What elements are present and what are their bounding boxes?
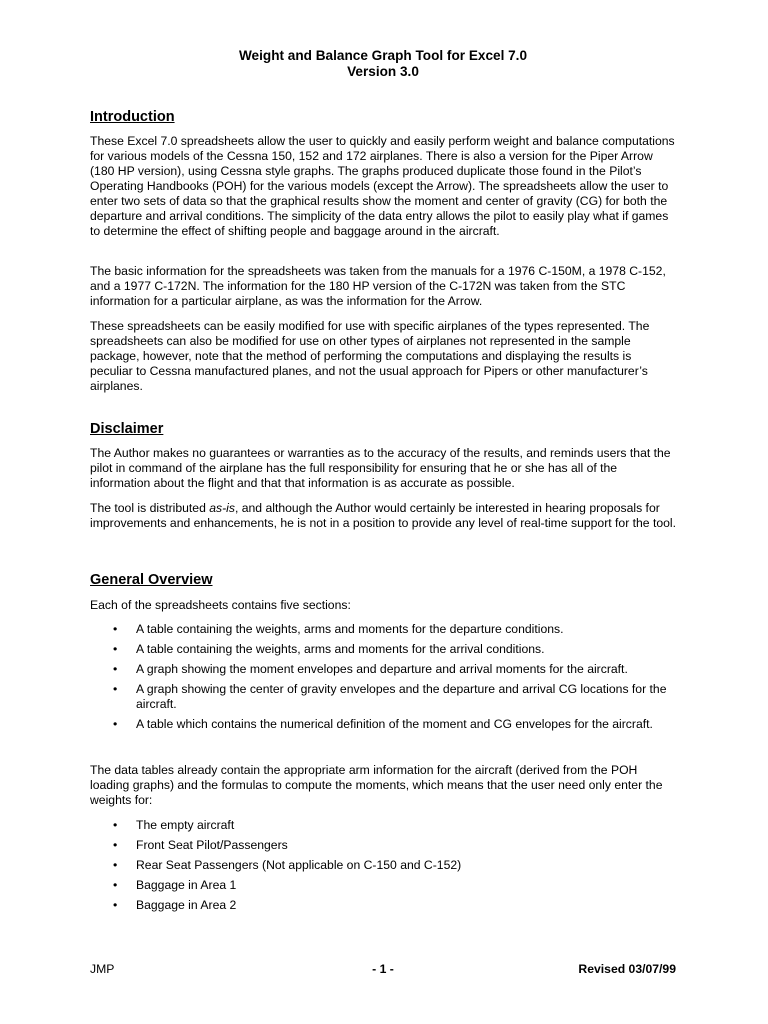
list-item: • A table containing the weights, arms and moments for the departure conditions. (90, 622, 676, 637)
list-item: • A table containing the weights, arms and moments for the arrival conditions. (90, 642, 676, 657)
introduction-heading: Introduction (90, 109, 175, 125)
list-item: • A graph showing the center of gravity envelopes and the departure and arrival CG locations for the aircraft. (90, 682, 676, 712)
intro-paragraph-1: These Excel 7.0 spreadsheets allow the user to quickly and easily perform weight and balance computations for various models of the Cessna 150, 152 and 172 airplanes. There is also a version for the Piper Arrow (180 HP version), using Cessna style graphs. The graphs produced duplicate those found in the Pilot’s Operating Handbooks (POH) for the various models (except the Arrow). The spreadsheets allow the user to enter two sets of data so that the graphical results show the moment and center of gravity (CG) for both the departure and arrival conditions. The simplicity of the data entry allows the pilot to easily play what if games to determine the effect of shifting people and baggage around in the aircraft. (90, 134, 675, 238)
title-line-2: Version 3.0 (347, 64, 419, 79)
title-line-1: Weight and Balance Graph Tool for Excel 7.0 (238, 48, 528, 63)
general-overview-heading: General Overview (90, 572, 213, 588)
revision-date: Revised 03/07/99 (578, 962, 676, 976)
footer-author: JMP (90, 962, 115, 976)
disclaimer-p2-after: , and although the Author would certainly be interested in hearing proposals for improvements and enhancements, he is not in a position to provide any level of real-time support for the tool. (90, 501, 676, 530)
disclaimer-paragraph-1: The Author makes no guarantees or warranties as to the accuracy of the results, and reminds users that the pilot in command of the airplane has the full responsibility for ensuring that he or she has all of the information about the flight and that that information is as accurate as possible. (90, 446, 671, 490)
sections-list (90, 622, 676, 732)
list-item: • Front Seat Pilot/Passengers (90, 838, 676, 853)
list-item: • A table which contains the numerical definition of the moment and CG envelopes for the aircraft. (90, 717, 676, 732)
intro-paragraph-3: These spreadsheets can be easily modified for use with specific airplanes of the types represented. The spreadsheets can also be modified for use on other types of airplanes not represented in the sample package, however, note that the method of performing the computations and displaying the results is peculiar to Cessna manufactured planes, and not the usual approach for Pipers or other manufacturer’s airplanes. (90, 319, 650, 393)
disclaimer-paragraph-2 (90, 501, 676, 531)
page-number: - 1 - (372, 962, 394, 976)
overview-paragraph-2: The data tables already contain the appropriate arm information for the aircraft (derived from the POH loading graphs) and the formulas to compute the moments, which means that the user need only enter the weights for: (90, 763, 663, 807)
overview-lead: Each of the spreadsheets contains five sections: (90, 598, 351, 612)
as-is-emphasis: as-is (209, 501, 235, 515)
document-title (90, 48, 676, 80)
intro-paragraph-2: The basic information for the spreadsheets was taken from the manuals for a 1976 C-150M, a 1978 C-152, and a 1977 C-172N. The information for the 180 HP version of the C-172N was taken from the STC information for a particular airplane, as was the information for the Arrow. (90, 264, 666, 308)
list-item: • Rear Seat Passengers (Not applicable on C-150 and C-152) (90, 858, 676, 873)
list-item: • Baggage in Area 1 (90, 878, 676, 893)
disclaimer-heading: Disclaimer (90, 421, 164, 437)
list-item: • Baggage in Area 2 (90, 898, 676, 913)
list-item: • The empty aircraft (90, 818, 676, 833)
weights-list (90, 818, 676, 913)
disclaimer-p2-before: The tool is distributed (90, 501, 210, 515)
page-footer (90, 962, 676, 977)
list-item: • A graph showing the moment envelopes and departure and arrival moments for the aircraft. (90, 662, 676, 677)
